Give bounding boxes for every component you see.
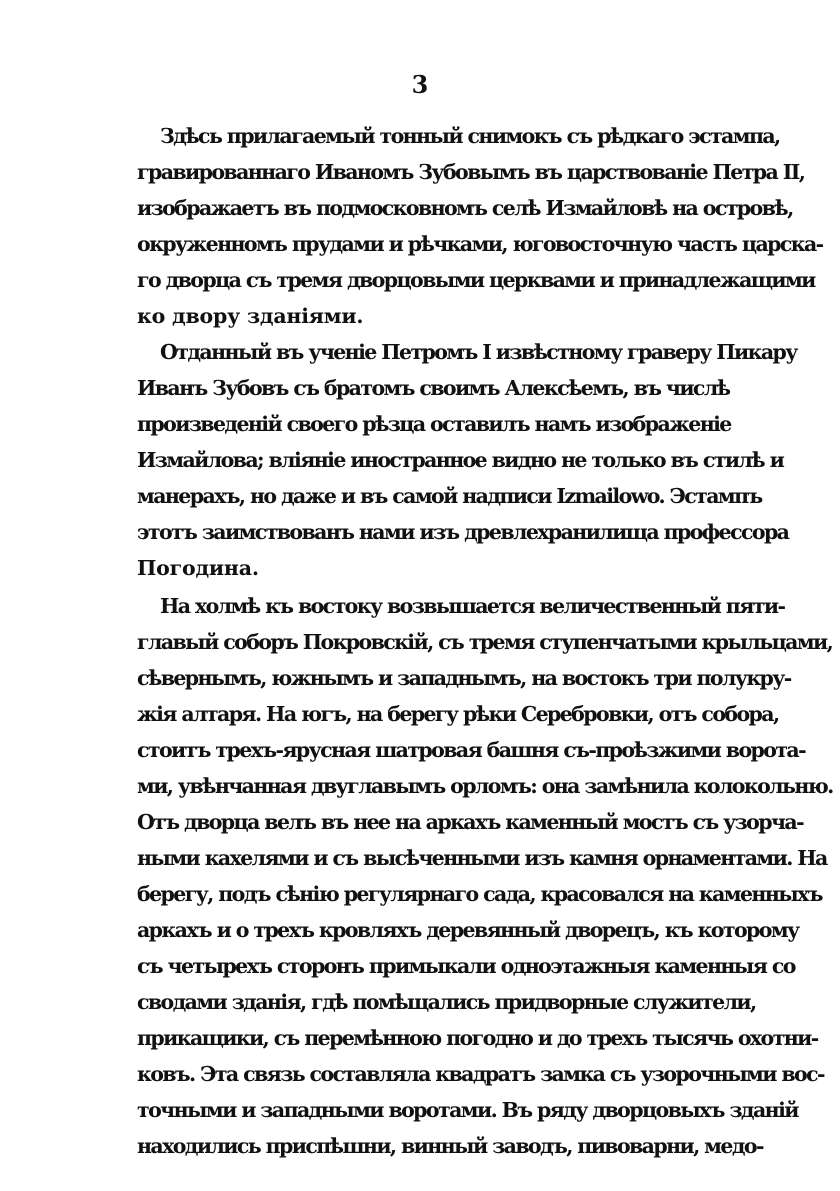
text-line: прикащики, съ перемѣнною погодно и до трехъ тысячь охотни-	[137, 1026, 818, 1050]
text-line: главый соборъ Покровскій, съ тремя ступенчатыми крыльцами,	[137, 630, 833, 654]
text-line: изображаетъ въ подмосковномъ селѣ Измайловѣ на островѣ,	[137, 196, 793, 220]
text-line: стоитъ трехъ-ярусная шатровая башня съ-проѣзжими ворота-	[137, 738, 806, 762]
text-line: этотъ заимствованъ нами изъ древлехранилища профессора	[137, 520, 789, 544]
text-line: съ четырехъ сторонъ примыкали одноэтажныя каменныя со	[137, 954, 795, 978]
text-line: точными и западными воротами. Въ ряду дворцовыхъ зданій	[137, 1098, 798, 1122]
text-line: ковъ. Эта связь составляла квадратъ замка съ узорочными вос-	[137, 1062, 824, 1086]
text-line: произведеній своего рѣзца оставилъ намъ изображеніе	[137, 412, 731, 436]
text-line: жія алтаря. На югъ, на берегу рѣки Серебровки, отъ собора,	[137, 702, 779, 726]
text-line: аркахъ и о трехъ кровляхъ деревянный дворецъ, къ которому	[137, 918, 799, 942]
text-line: На холмѣ къ востоку возвышается величественный пяти-	[160, 594, 785, 618]
text-line: Погодина.	[137, 556, 259, 580]
text-line: Здѣсь прилагаемый тонный снимокъ съ рѣдкаго эстампа,	[160, 124, 780, 148]
text-line: берегу, подъ сѣнію регулярнаго сада, красовался на каменныхъ	[137, 882, 822, 906]
text-line: го дворца съ тремя дворцовыми церквами и принадлежащими	[137, 268, 815, 292]
text-line: Отданный въ ученіе Петромъ I извѣстному граверу Пикару	[160, 340, 797, 364]
text-line: манерахъ, но даже и въ самой надписи Izmailowo. Эстампъ	[137, 484, 762, 508]
text-line: Измайлова; вліяніе иностранное видно не только въ стилѣ и	[137, 448, 784, 472]
text-line: гравированнаго Иваномъ Зубовымъ въ царствованіе Петра II,	[137, 160, 805, 184]
text-line: Отъ дворца велъ въ нее на аркахъ каменный мостъ съ узорча-	[137, 810, 803, 834]
text-line: ми, увѣнчанная двуглавымъ орломъ: она замѣнила колокольню.	[137, 774, 833, 798]
text-line: ко двору зданіями.	[137, 304, 364, 328]
text-line: ными кахелями и съ высѣченными изъ камня орнаментами. На	[137, 846, 827, 870]
text-line: находились приспѣшни, винный заводъ, пивоварни, медо-	[137, 1134, 763, 1158]
text-line: Иванъ Зубовъ съ братомъ своимъ Алексѣемъ, въ числѣ	[137, 376, 730, 400]
text-line: окруженномъ прудами и рѣчками, юговосточную часть царска-	[137, 232, 823, 256]
text-line: сводами зданія, гдѣ помѣщались придворные служители,	[137, 990, 756, 1014]
text-line: сѣвернымъ, южнымъ и западнымъ, на востокъ три полукру-	[137, 666, 791, 690]
page-number: 3	[411, 70, 429, 99]
